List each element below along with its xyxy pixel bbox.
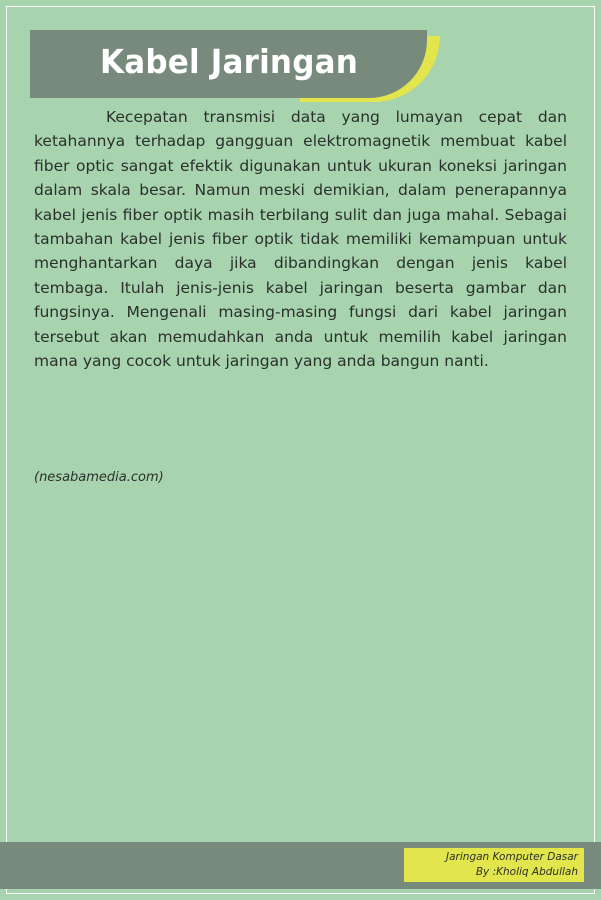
source-citation: (nesabamedia.com) <box>34 470 164 485</box>
page-title: Kabel Jaringan <box>100 42 359 81</box>
footer-credit-box <box>404 848 584 882</box>
body-paragraph: Kecepatan transmisi data yang lumayan cepat dan ketahannya terhadap gangguan elektromagnetik membuat kabel fiber optic sangat efektik digunakan untuk ukuran koneksi jaringan dalam skala besar. Namun meski demikian, dalam penerapannya kabel jenis fiber optik masih terbilang sulit dan juga mahal. Sebagai tambahan kabel jenis fiber optik tidak memiliki kemampuan untuk menghantarkan daya jika dibandingkan dengan jenis kabel tembaga. Itulah jenis-jenis kabel jaringan beserta gambar dan fungsinya. Mengenali masing-masing fungsi dari kabel jaringan tersebut akan memudahkan anda untuk memilih kabel jaringan mana yang cocok untuk jaringan yang anda bangun nanti. <box>34 108 567 371</box>
footer-course-label: Jaringan Komputer Dasar <box>446 851 578 863</box>
footer-author-label: By :Kholiq Abdullah <box>475 866 578 878</box>
